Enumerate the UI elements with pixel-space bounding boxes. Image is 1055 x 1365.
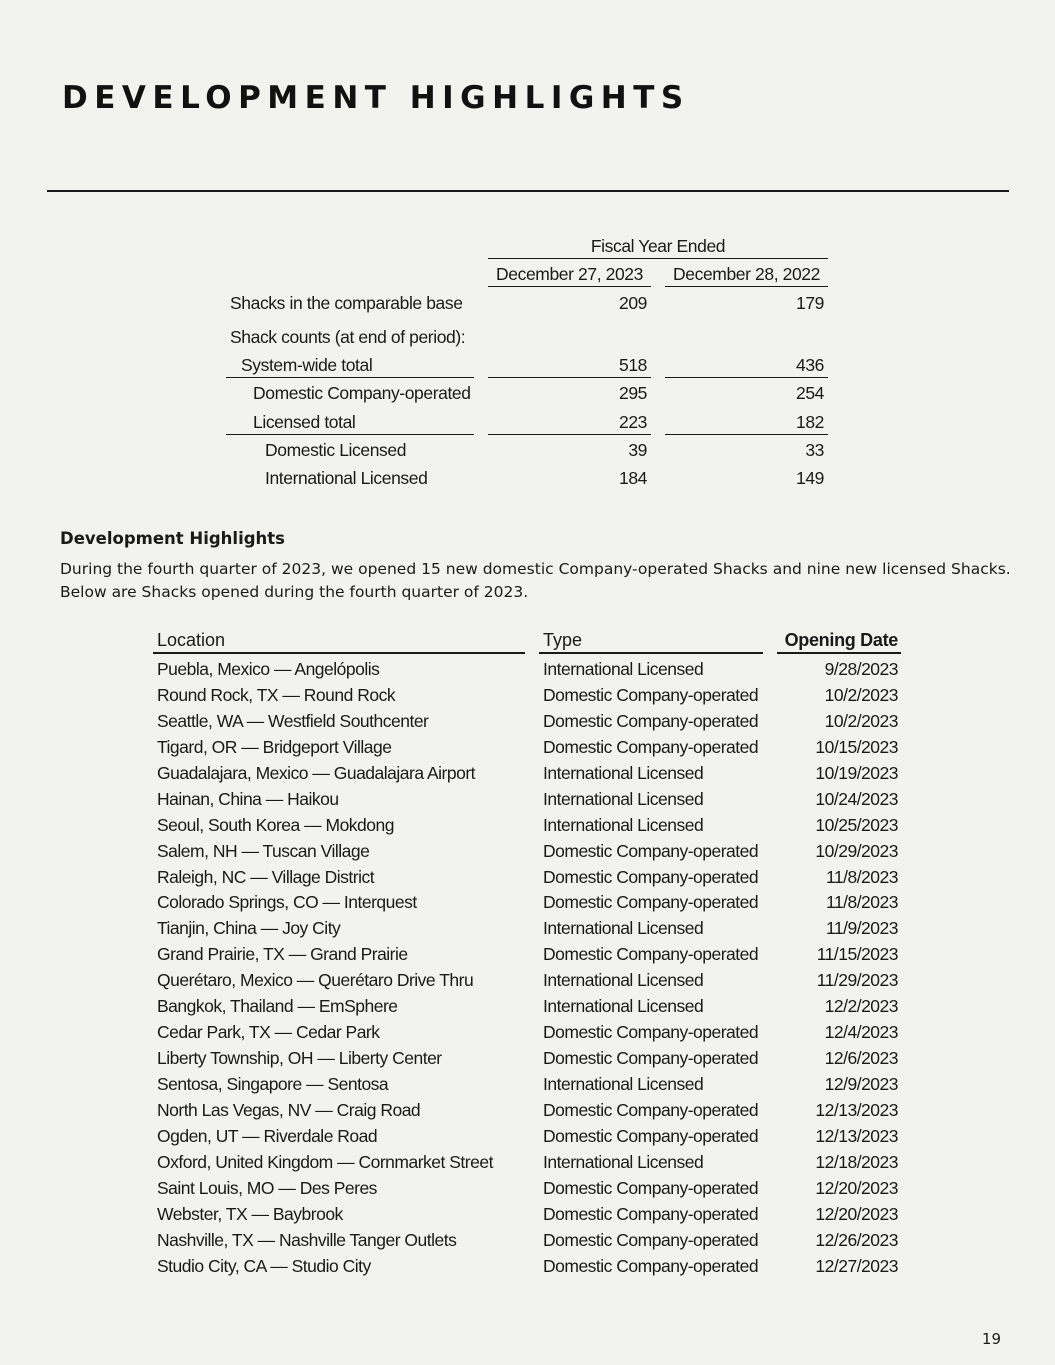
opening-date-cell: 10/24/2023 bbox=[815, 788, 898, 809]
location-cell: Oxford, United Kingdom — Cornmarket Street bbox=[157, 1151, 493, 1172]
opening-date-cell: 11/8/2023 bbox=[825, 892, 898, 913]
table-row bbox=[0, 813, 1055, 839]
row-rule bbox=[488, 434, 651, 435]
value-2023: 39 bbox=[628, 440, 647, 460]
value-2022: 149 bbox=[796, 468, 824, 488]
location-cell: Tigard, OR — Bridgeport Village bbox=[157, 736, 392, 757]
opening-date-cell: 12/20/2023 bbox=[815, 1203, 898, 1224]
opening-date-cell: 11/8/2023 bbox=[825, 866, 898, 887]
table-row bbox=[0, 787, 1055, 813]
location-cell: Sentosa, Singapore — Sentosa bbox=[157, 1074, 389, 1094]
table-row bbox=[0, 761, 1055, 787]
value-2023: 518 bbox=[619, 355, 647, 375]
opening-date-cell: 11/9/2023 bbox=[825, 918, 898, 939]
table-row bbox=[0, 709, 1055, 735]
table-row bbox=[0, 1124, 1055, 1150]
location-cell: Studio City, CA — Studio City bbox=[157, 1255, 371, 1276]
header-rule bbox=[153, 652, 525, 654]
opening-date-cell: 10/15/2023 bbox=[815, 736, 898, 757]
type-cell: Domestic Company-operated bbox=[543, 1177, 759, 1198]
type-cell: Domestic Company-operated bbox=[543, 1022, 759, 1043]
opening-date-cell: 10/25/2023 bbox=[815, 814, 898, 835]
type-cell: International Licensed bbox=[543, 788, 704, 809]
row-label: Domestic Licensed bbox=[265, 440, 407, 460]
type-cell: Domestic Company-operated bbox=[543, 1255, 759, 1276]
summary-table bbox=[0, 0, 1055, 500]
opening-date-cell: 12/13/2023 bbox=[815, 1099, 898, 1120]
value-2022: 254 bbox=[796, 383, 824, 403]
location-cell: Grand Prairie, TX — Grand Prairie bbox=[157, 944, 408, 965]
location-cell: Seoul, South Korea — Mokdong bbox=[157, 814, 394, 835]
location-cell: Bangkok, Thailand — EmSphere bbox=[157, 996, 398, 1017]
table-row bbox=[0, 994, 1055, 1020]
opening-date-cell: 12/20/2023 bbox=[815, 1177, 898, 1198]
table-row bbox=[0, 1254, 1055, 1280]
type-cell: Domestic Company-operated bbox=[543, 1099, 759, 1120]
page-number: 19 bbox=[981, 1330, 1001, 1348]
row-label: Domestic Company-operated bbox=[253, 383, 471, 403]
opening-date-cell: 12/27/2023 bbox=[815, 1255, 898, 1276]
table-row bbox=[0, 1228, 1055, 1254]
row-label: Shacks in the comparable base bbox=[230, 293, 463, 313]
opening-date-cell: 12/26/2023 bbox=[815, 1229, 898, 1250]
type-cell: International Licensed bbox=[543, 814, 704, 835]
location-cell: Puebla, Mexico — Angelópolis bbox=[157, 659, 380, 679]
type-cell: Domestic Company-operated bbox=[543, 866, 759, 887]
type-cell: Domestic Company-operated bbox=[543, 1125, 759, 1146]
table-row bbox=[0, 1072, 1055, 1098]
location-cell: Nashville, TX — Nashville Tanger Outlets bbox=[157, 1229, 457, 1250]
type-cell: Domestic Company-operated bbox=[543, 710, 759, 731]
table-row bbox=[0, 1202, 1055, 1228]
location-cell: Colorado Springs, CO — Interquest bbox=[157, 892, 417, 913]
opening-date-cell: 10/2/2023 bbox=[824, 710, 898, 731]
type-cell: Domestic Company-operated bbox=[543, 944, 759, 965]
fiscal-year-header: Fiscal Year Ended bbox=[590, 236, 726, 256]
value-2023: 223 bbox=[619, 412, 647, 432]
table-row bbox=[0, 1046, 1055, 1072]
opening-date-cell: 12/18/2023 bbox=[815, 1151, 898, 1172]
opening-date-cell: 12/4/2023 bbox=[824, 1022, 898, 1043]
opening-date-cell: 9/28/2023 bbox=[824, 659, 898, 679]
location-cell: Salem, NH — Tuscan Village bbox=[157, 840, 370, 861]
type-cell: International Licensed bbox=[543, 1074, 704, 1094]
type-cell: International Licensed bbox=[543, 996, 704, 1017]
row-label: Shack counts (at end of period): bbox=[230, 327, 466, 347]
fiscal-year-rule bbox=[488, 258, 828, 259]
opening-date-cell: 10/29/2023 bbox=[815, 840, 898, 861]
header-rule bbox=[777, 652, 901, 654]
table-row bbox=[0, 735, 1055, 761]
table-row bbox=[0, 968, 1055, 994]
location-header: Location bbox=[157, 630, 226, 650]
value-2022: 436 bbox=[796, 355, 824, 375]
value-2022: 179 bbox=[796, 293, 824, 313]
location-cell: Saint Louis, MO — Des Peres bbox=[157, 1177, 377, 1198]
intro-paragraph: During the fourth quarter of 2023, we opened 15 new domestic Company-operated Shacks and nine new licensed Shacks. Below are Shacks opened during the fourth quarter of 2023. bbox=[60, 560, 1011, 601]
row-rule bbox=[665, 434, 828, 435]
location-cell: Raleigh, NC — Village District bbox=[157, 866, 375, 887]
location-cell: Cedar Park, TX — Cedar Park bbox=[157, 1022, 380, 1043]
row-label: International Licensed bbox=[265, 468, 428, 488]
location-cell: North Las Vegas, NV — Craig Road bbox=[157, 1099, 421, 1120]
location-cell: Querétaro, Mexico — Querétaro Drive Thru bbox=[157, 970, 474, 991]
table-row bbox=[0, 916, 1055, 942]
type-cell: Domestic Company-operated bbox=[543, 736, 759, 757]
table-row bbox=[0, 683, 1055, 709]
type-cell: Domestic Company-operated bbox=[543, 1203, 759, 1224]
opening-date-cell: 11/29/2023 bbox=[816, 970, 898, 991]
table-row bbox=[0, 839, 1055, 865]
row-rule bbox=[226, 377, 474, 378]
value-2022: 182 bbox=[796, 412, 824, 432]
type-cell: Domestic Company-operated bbox=[543, 892, 759, 913]
table-row bbox=[0, 865, 1055, 891]
location-cell: Guadalajara, Mexico — Guadalajara Airport bbox=[157, 762, 476, 783]
opening-date-cell: 12/6/2023 bbox=[824, 1048, 898, 1069]
type-cell: International Licensed bbox=[543, 659, 704, 679]
column-header-2022: December 28, 2022 bbox=[673, 264, 820, 284]
opening-date-header: Opening Date bbox=[784, 630, 898, 650]
section-heading: Development Highlights bbox=[60, 529, 285, 548]
value-2022: 33 bbox=[805, 440, 824, 460]
row-label: Licensed total bbox=[253, 412, 356, 432]
location-cell: Liberty Township, OH — Liberty Center bbox=[157, 1048, 442, 1069]
column-header-rule bbox=[665, 286, 828, 287]
row-rule bbox=[665, 377, 828, 378]
opening-date-cell: 12/13/2023 bbox=[815, 1125, 898, 1146]
table-row bbox=[0, 1150, 1055, 1176]
table-row bbox=[0, 1176, 1055, 1202]
type-cell: International Licensed bbox=[543, 762, 704, 783]
table-row bbox=[0, 890, 1055, 916]
opening-date-cell: 10/2/2023 bbox=[824, 684, 898, 705]
page-title: DEVELOPMENT HIGHLIGHTS bbox=[62, 80, 690, 116]
type-cell: International Licensed bbox=[543, 970, 704, 991]
value-2023: 295 bbox=[619, 383, 647, 403]
opening-date-cell: 11/15/2023 bbox=[816, 944, 898, 965]
column-header-rule bbox=[488, 286, 651, 287]
location-cell: Ogden, UT — Riverdale Road bbox=[157, 1125, 378, 1146]
opening-date-cell: 12/2/2023 bbox=[824, 996, 898, 1017]
type-cell: Domestic Company-operated bbox=[543, 840, 759, 861]
type-header: Type bbox=[543, 630, 583, 650]
location-cell: Round Rock, TX — Round Rock bbox=[157, 684, 396, 705]
type-cell: International Licensed bbox=[543, 1151, 704, 1172]
location-cell: Seattle, WA — Westfield Southcenter bbox=[157, 710, 429, 731]
row-rule bbox=[226, 434, 474, 435]
value-2023: 209 bbox=[619, 293, 647, 313]
table-row bbox=[0, 942, 1055, 968]
row-rule bbox=[488, 377, 651, 378]
type-cell: Domestic Company-operated bbox=[543, 1048, 759, 1069]
type-cell: International Licensed bbox=[543, 918, 704, 939]
type-cell: Domestic Company-operated bbox=[543, 684, 759, 705]
location-cell: Webster, TX — Baybrook bbox=[157, 1203, 343, 1224]
row-label: System-wide total bbox=[241, 355, 373, 375]
header-rule bbox=[539, 652, 763, 654]
column-header-2023: December 27, 2023 bbox=[496, 264, 643, 284]
value-2023: 184 bbox=[619, 468, 647, 488]
table-row bbox=[0, 657, 1055, 683]
opening-date-cell: 10/19/2023 bbox=[815, 762, 898, 783]
table-row bbox=[0, 1098, 1055, 1124]
openings-rows bbox=[0, 657, 1055, 1280]
location-cell: Tianjin, China — Joy City bbox=[157, 918, 341, 939]
opening-date-cell: 12/9/2023 bbox=[824, 1074, 898, 1094]
type-cell: Domestic Company-operated bbox=[543, 1229, 759, 1250]
table-row bbox=[0, 1020, 1055, 1046]
location-cell: Hainan, China — Haikou bbox=[157, 788, 339, 809]
